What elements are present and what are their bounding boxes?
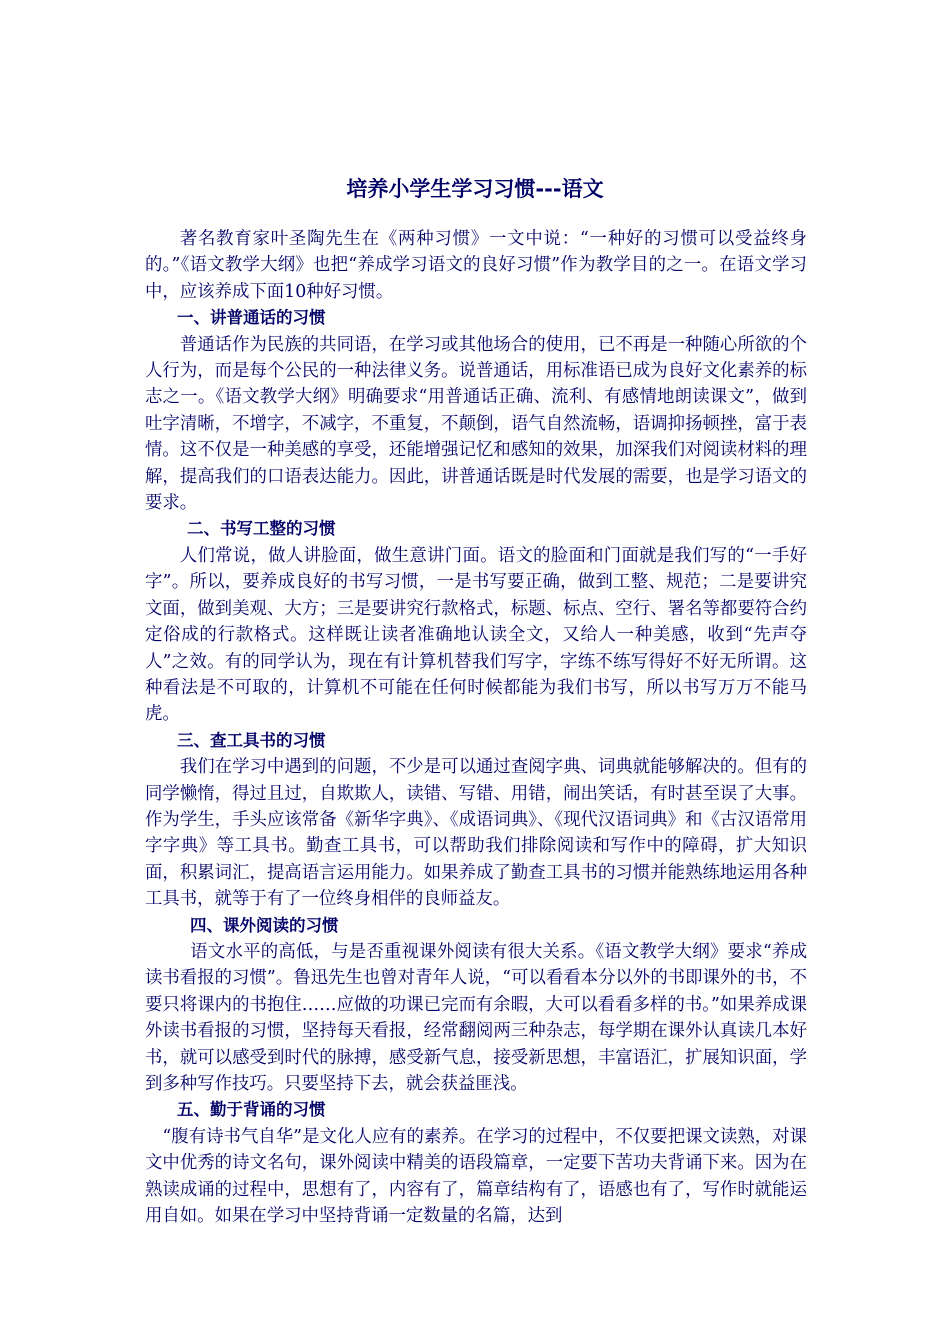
section-heading-4: 四、课外阅读的习惯 [190,915,339,935]
section-paragraph-3: 我们在学习中遇到的问题，不少是可以通过查阅字典、词典就能够解决的。但有的同学懒惰，得过且过，自欺欺人，读错、写错、用错，闹出笑话，有时甚至误了大事。作为学生，手头应该常备《新华字典》、《成语词典》、《现代汉语词典》和《古汉语常用字字典》等工具书。勤查工具书，可以帮助我们排除阅读和写作中的障碍，扩大知识面，积累词汇，提高语言运用能力。如果养成了勤查工具书的习惯并能熟练地运用各种工具书，就等于有了一位终身相伴的良师益友。 [145,757,807,910]
section-paragraph-5: “腹有诗书气自华”是文化人应有的素养。在学习的过程中，不仅要把课文读熟，对课文中优秀的诗文名句，课外阅读中精美的语段篇章，一定要下苦功夫背诵下来。因为在熟读成诵的过程中，思想有了，内容有了，篇章结构有了，语感也有了，写作时就能运用自如。如果在学习中坚持背诵一定数量的名篇，达到 [145,1126,807,1227]
section-paragraph-2: 人们常说，做人讲脸面，做生意讲门面。语文的脸面和门面就是我们写的“一手好字”。所以，要养成良好的书写习惯，一是书写要正确，做到工整、规范；二是要讲究文面，做到美观、大方；三是要讲究行款格式，标题、标点、空行、署名等都要符合约定俗成的行款格式。这样既让读者准确地认读全文，又给人一种美感，收到“先声夺人”之效。有的同学认为，现在有计算机替我们写字，字练不练写得好不好无所谓。这种看法是不可取的，计算机不可能在任何时候都能为我们书写，所以书写万万不能马虎。 [145,545,807,725]
section-heading-2: 二、书写工整的习惯 [187,519,336,539]
document-body [145,226,807,1229]
section-heading-3: 三、查工具书的习惯 [177,730,326,750]
section-paragraph-1: 普通话作为民族的共同语，在学习或其他场合的使用，已不再是一种随心所欲的个人行为，而是每个公民的一种法律义务。说普通话，用标准语已成为良好文化素养的标志之一。《语文教学大纲》明确要求“用普通话正确、流利、有感情地朗读课文”，做到吐字清晰，不增字，不减字，不重复，不颠倒，语气自然流畅，语调抑扬顿挫，富于表情。这不仅是一种美感的享受，还能增强记忆和感知的效果，加深我们对阅读材料的理解，提高我们的口语表达能力。因此，讲普通话既是时代发展的需要，也是学习语文的要求。 [145,334,807,514]
document-title: 培养小学生学习习惯---语文 [346,177,604,201]
section-heading-1: 一、讲普通话的习惯 [177,308,326,328]
section-heading-5: 五、勤于背诵的习惯 [177,1100,326,1120]
section-paragraph-4: 语文水平的高低，与是否重视课外阅读有很大关系。《语文教学大纲》要求“养成读书看报的习惯”。鲁迅先生也曾对青年人说，“可以看看本分以外的书即课外的书，不要只将课内的书抱住……应做的功课已完而有余暇，大可以看看多样的书。”如果养成课外读书看报的习惯，坚持每天看报，经常翻阅两三种杂志，每学期在课外认真读几本好书，就可以感受到时代的脉搏，感受新气息，接受新思想，丰富语汇，扩展知识面，学到多种写作技巧。只要坚持下去，就会获益匪浅。 [145,941,807,1094]
intro-paragraph: 著名教育家叶圣陶先生在《两种习惯》一文中说：“一种好的习惯可以受益终身的。”《语文教学大纲》也把“养成学习语文的良好习惯”作为教学目的之一。在语文学习中，应该养成下面10种好习惯。 [145,229,807,302]
